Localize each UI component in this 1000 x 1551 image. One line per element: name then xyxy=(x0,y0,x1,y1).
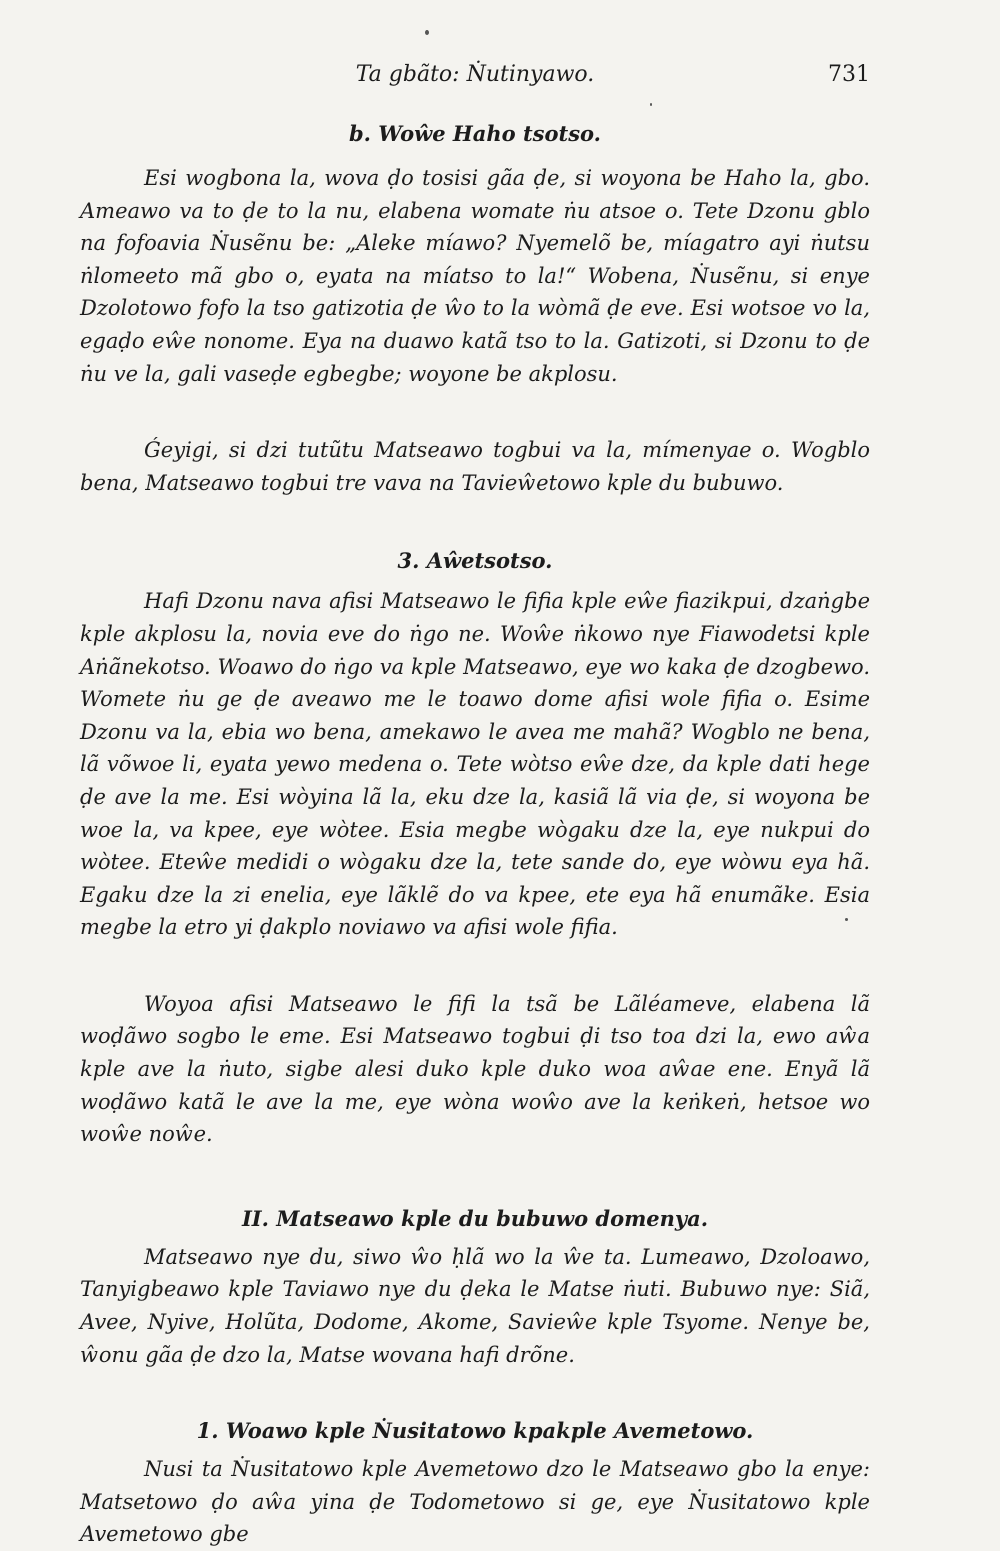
paragraph-4: Woyoa afisi Matseawo le fifi la tsã be Lãléameve, elabena lã woḍãwo sogbo le eme. Esi Matseawo togbui ḍi tso toa dzi la, ewo aŵa kple ave la ṅuto, sigbe alesi duko kple duko woa aŵae ene. Enyã lã woḍãwo katã le ave la me, eye wòna woŵo ave la keṅkeṅ, hetsoe wo woŵe noŵe. xyxy=(80,991,870,1147)
section-heading-1: 1. Woawo kple Ṅusitatowo kpakple Avemetowo. xyxy=(196,1418,754,1444)
document-page xyxy=(80,62,870,1551)
paragraph-5: Matseawo nye du, siwo ŵo ḥlã wo la ŵe ta. Lumeawo, Dzoloawo, Tanyigbeawo kple Taviawo nye du ḍeka le Matse ṅuti. Bubuwo nye: Siã, Avee, Nyive, Holũta, Dodome, Akome, Savieŵe kple Tsyome. Nenye be, ŵonu gãa ḍe dzo la, Matse wovana hafi drõne. xyxy=(80,1244,870,1367)
section-heading-b: b. Woŵe Haho tsotso. xyxy=(349,121,601,146)
section-heading-3: 3. Aŵetsotso. xyxy=(397,548,553,574)
paragraph-3: Hafi Dzonu nava afisi Matseawo le fifia kple eŵe fiazikpui, dzaṅgbe kple akplosu la, novia eve do ṅgo ne. Woŵe ṅkowo nye Fiawodetsi kple Aṅãnekotso. Woawo do ṅgo va kple Matseawo, eye wo kaka ḍe dzogbewo. Womete ṅu ge ḍe aveawo me le toawo dome afisi wole fifia o. Esime Dzonu va la, ebia wo bena, amekawo le avea me mahã? Wogblo ne bena, lã võwoe li, eyata yewo medena o. Tete wòtso eŵe dze, da kple dati hege ḍe ave la me. Esi wòyina lã la, eku dze la, kasiã lã via ḍe, si woyona be woe la, va kpee, eye wòtee. Esia megbe wògaku dze la, eye nukpui do wòtee. Eteŵe medidi o wògaku dze la, tete sande do, eye wòwu eya hã. Egaku dze la zi enelia, eye lãklẽ do va kpee, ete eya hã enumãke. Esia megbe la etro yi ḍakplo noviawo va afisi wole fifia. xyxy=(80,589,870,940)
section-heading-ii: II. Matseawo kple du bubuwo domenya. xyxy=(241,1205,709,1231)
page-number: 731 xyxy=(828,62,870,87)
running-head-title: Ta gbãto: Ṅutinyawo. xyxy=(355,62,595,87)
paragraph-1: Esi wogbona la, wova ḍo tosisi gãa ḍe, si woyona be Haho la, gbo. Ameawo va to ḍe to la nu, elabena womate ṅu atsoe o. Tete Dzonu gblo na fofoavia Ṅusẽnu be: „Aleke míawo? Nyemelõ be, míagatro ayi ṅutsu ṅlomeeto mã gbo o, eyata na míatso to la!“ Wobena, Ṅusẽnu, si enye Dzolotowo fofo la tso gatizotia ḍe ŵo to la wòmã ḍe eve. Esi wotsoe vo la, egaḍo eŵe nonome. Eya na duawo katã tso to la. Gatizoti, si Dzonu to ḍe ṅu ve la, gali vaseḍe egbegbe; woyone be akplosu. xyxy=(80,166,870,386)
paragraph-2: Ǵeyigi, si dzi tutũtu Matseawo togbui va la, mímenyae o. Wogblo bena, Matseawo togbui tre vava na Tavieŵetowo kple du bubuwo. xyxy=(80,438,870,495)
running-head xyxy=(80,62,870,96)
ink-speck-top xyxy=(425,30,429,35)
paragraph-6: Nusi ta Ṅusitatowo kple Avemetowo dzo le Matseawo gbo la enye: Matsetowo ḍo aŵa yina ḍe Todometowo si ge, eye Ṅusitatowo kple Avemetowo gbe xyxy=(80,1457,870,1547)
